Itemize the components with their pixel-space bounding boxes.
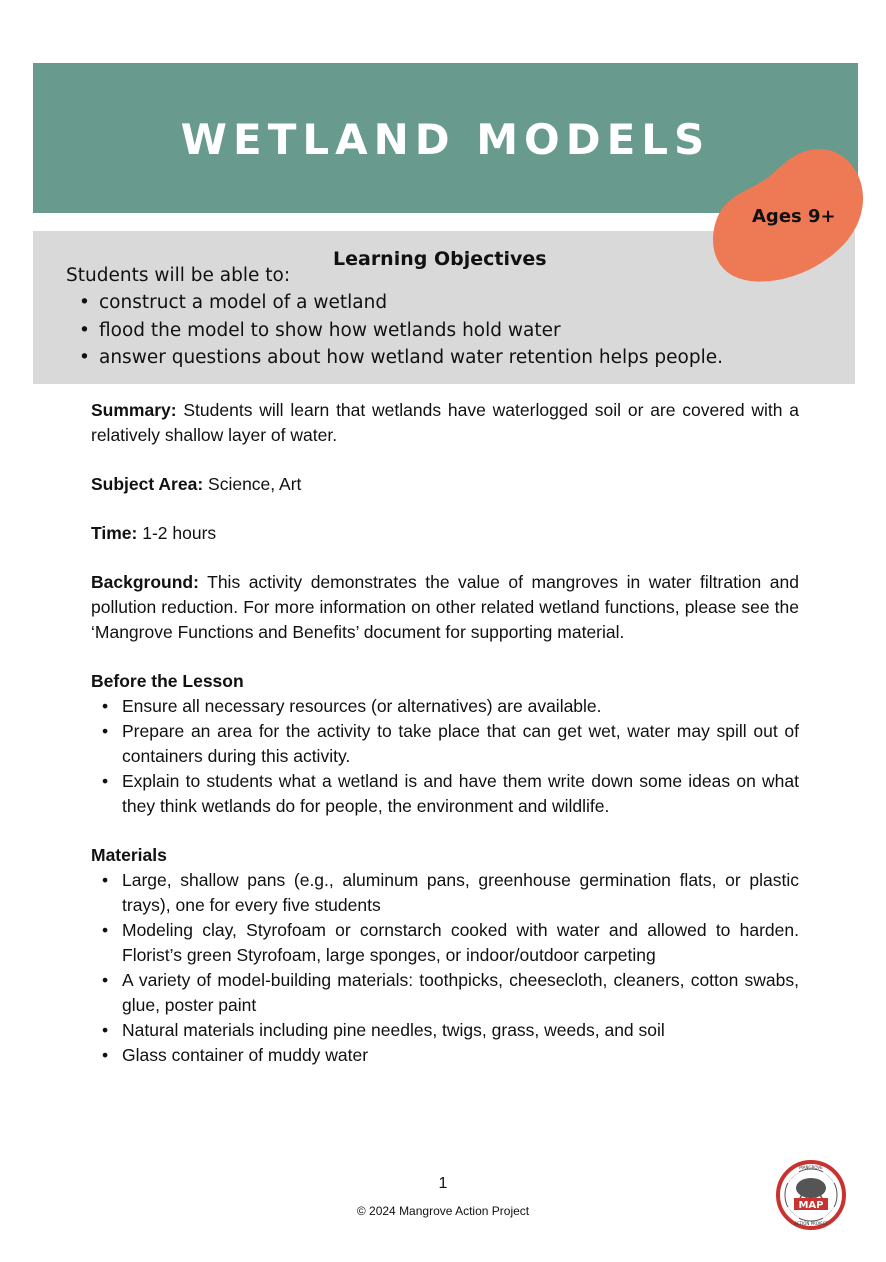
summary-text: Students will learn that wetlands have waterlogged soil or are covered with a relatively shallow layer of water.	[91, 400, 799, 445]
mangrove-action-project-logo	[776, 1160, 846, 1230]
before-lesson-heading: Before the Lesson	[91, 671, 244, 691]
list-item: • Modeling clay, Styrofoam or cornstarch cooked with water and allowed to harden. Florist’s green Styrofoam, large sponges, or indoor/outdoor carpeting	[91, 918, 799, 968]
list-item: • Glass container of muddy water	[91, 1043, 799, 1068]
summary-paragraph	[91, 398, 799, 448]
objectives-list	[79, 289, 723, 372]
logo-acronym: MAP	[798, 1200, 824, 1211]
list-item: • Ensure all necessary resources (or alternatives) are available.	[91, 694, 799, 719]
subject-label: Subject Area:	[91, 474, 204, 494]
list-item: • A variety of model-building materials: toothpicks, cheesecloth, cleaners, cotton swabs, glue, poster paint	[91, 968, 799, 1018]
materials-list	[91, 868, 799, 1068]
time-paragraph	[91, 521, 799, 546]
logo-bottom-text: ACTION PROJECT	[794, 1221, 828, 1226]
background-paragraph	[91, 570, 799, 645]
page-number: 1	[438, 1175, 448, 1192]
objectives-intro: Students will be able to:	[66, 265, 291, 286]
background-label: Background:	[91, 572, 199, 592]
objective-item: • answer questions about how wetland water retention helps people.	[79, 344, 723, 372]
subject-paragraph	[91, 472, 799, 497]
list-item: • Prepare an area for the activity to take place that can get wet, water may spill out of containers during this activity.	[91, 719, 799, 769]
materials-heading: Materials	[91, 845, 167, 865]
copyright-text: © 2024 Mangrove Action Project	[356, 1204, 530, 1218]
objective-item: • flood the model to show how wetlands hold water	[79, 317, 723, 345]
objective-item: • construct a model of a wetland	[79, 289, 723, 317]
list-item: • Large, shallow pans (e.g., aluminum pans, greenhouse germination flats, or plastic trays), one for every five students	[91, 868, 799, 918]
before-lesson-list	[91, 694, 799, 819]
age-badge: Ages 9+	[752, 206, 836, 227]
logo-top-text: MANGROVE	[799, 1165, 823, 1170]
lesson-content	[91, 398, 799, 1092]
time-text: 1-2 hours	[137, 523, 217, 543]
background-text: This activity demonstrates the value of mangroves in water filtration and pollution reduction. For more information on other related wetland functions, please see the ‘Mangrove Functions and Benefits’ document for supporting material.	[91, 572, 799, 642]
page-title: WETLAND MODELS	[180, 115, 711, 164]
list-item: • Natural materials including pine needles, twigs, grass, weeds, and soil	[91, 1018, 799, 1043]
list-item: • Explain to students what a wetland is and have them write down some ideas on what they think wetlands do for people, the environment and wildlife.	[91, 769, 799, 819]
summary-label: Summary:	[91, 400, 177, 420]
time-label: Time:	[91, 523, 138, 543]
objectives-title: Learning Objectives	[333, 248, 547, 270]
subject-text: Science, Art	[203, 474, 302, 494]
